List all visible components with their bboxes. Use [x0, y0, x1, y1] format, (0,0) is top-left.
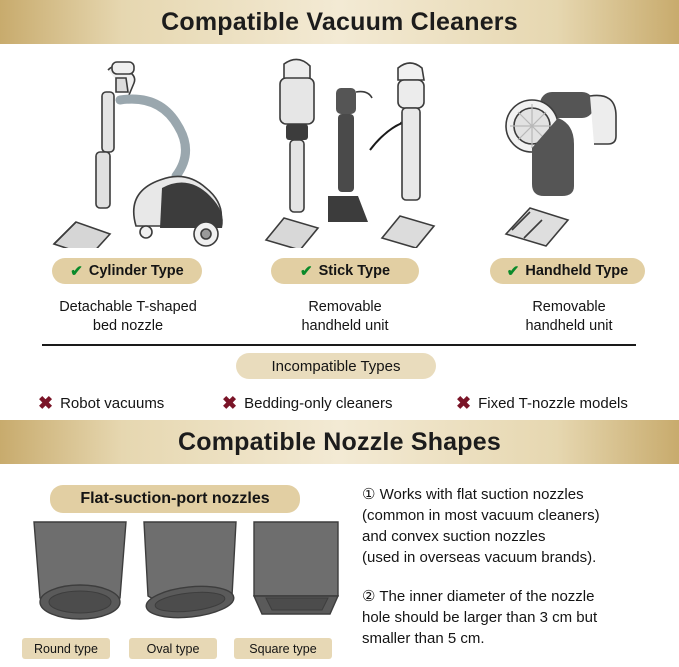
- incompatible-heading: Incompatible Types: [271, 357, 401, 375]
- handheld-vacuum-svg: [480, 48, 670, 248]
- pill-cylinder-type: [52, 258, 202, 284]
- nozzle-tag-round: [22, 638, 110, 659]
- incompatible-label-1: Bedding-only cleaners: [244, 394, 393, 412]
- caption-cylinder: [22, 298, 234, 336]
- nozzle-tag-square-label: Square type: [249, 641, 317, 656]
- x-icon: ✖: [222, 393, 238, 413]
- banner-compatible-nozzles: [0, 420, 679, 464]
- oval-nozzle-shape: [144, 522, 236, 622]
- banner-title-top: Compatible Vacuum Cleaners: [161, 7, 518, 36]
- section-divider: [42, 344, 636, 346]
- caption-handheld-line1: Removable: [532, 299, 606, 315]
- nozzle-tag-round-label: Round type: [34, 641, 98, 656]
- caption-cylinder-line1: Detachable T-shaped: [59, 299, 197, 315]
- cylinder-vacuum-illustration: [20, 48, 235, 248]
- x-icon: ✖: [38, 393, 54, 413]
- incompatible-label-0: Robot vacuums: [60, 394, 165, 412]
- caption-cylinder-line2: bed nozzle: [92, 318, 164, 334]
- stick-vacuum-svg: [250, 48, 450, 248]
- handheld-vacuum-illustration: [480, 48, 670, 248]
- stick-vacuum-illustration: [250, 48, 450, 248]
- nozzle-tag-square: [234, 638, 332, 659]
- nozzle-shapes-illustration: [22, 518, 342, 630]
- check-icon: ✔: [70, 262, 83, 280]
- notes-panel: [362, 484, 668, 667]
- incompatible-item-bedding-only: [222, 394, 393, 412]
- caption-handheld: [470, 298, 668, 336]
- incompatible-label-2: Fixed T-nozzle models: [478, 394, 628, 412]
- pill-handheld-label: Handheld Type: [525, 263, 629, 279]
- check-icon: ✔: [506, 262, 520, 280]
- note-2-line-3: smaller than 5 cm.: [362, 630, 485, 647]
- incompatible-item-robot: [38, 394, 164, 412]
- pill-flat-suction-port-nozzles: [50, 485, 300, 513]
- note-2: [362, 586, 668, 649]
- nozzle-shapes-svg: [22, 518, 342, 630]
- nozzle-tag-oval: [129, 638, 217, 659]
- nozzle-heading: Flat-suction-port nozzles: [80, 490, 270, 507]
- pill-cylinder-label: Cylinder Type: [88, 263, 184, 279]
- note-1-line-1: ① Works with flat suction nozzles: [362, 486, 584, 503]
- round-nozzle-shape: [34, 522, 126, 619]
- note-2-line-2: hole should be larger than 3 cm but: [362, 609, 598, 626]
- cylinder-vacuum-svg: [20, 48, 235, 248]
- x-icon: ✖: [456, 393, 472, 413]
- pill-stick-label: Stick Type: [318, 263, 391, 279]
- banner-title-middle: Compatible Nozzle Shapes: [178, 427, 501, 456]
- note-1-line-3: and convex suction nozzles: [362, 528, 546, 545]
- check-icon: ✔: [299, 262, 313, 280]
- note-2-line-1: ② The inner diameter of the nozzle: [362, 588, 595, 605]
- caption-stick-line2: handheld unit: [301, 318, 389, 334]
- note-1-line-2: (common in most vacuum cleaners): [362, 507, 600, 524]
- pill-incompatible-types: [236, 353, 436, 379]
- note-1-line-4: (used in overseas vacuum brands).: [362, 549, 597, 566]
- banner-compatible-vacuums: [0, 0, 679, 44]
- caption-stick: [245, 298, 445, 336]
- pill-stick-type: [271, 258, 419, 284]
- caption-handheld-line2: handheld unit: [525, 318, 613, 334]
- nozzle-tag-oval-label: Oval type: [146, 641, 200, 656]
- incompatible-list: [0, 390, 679, 416]
- vacuum-illustrations: [0, 48, 679, 258]
- incompatible-item-fixed-t-nozzle: [456, 394, 628, 412]
- caption-stick-line1: Removable: [308, 299, 382, 315]
- pill-handheld-type: [490, 258, 645, 284]
- note-1: [362, 484, 668, 568]
- square-nozzle-shape: [254, 522, 338, 614]
